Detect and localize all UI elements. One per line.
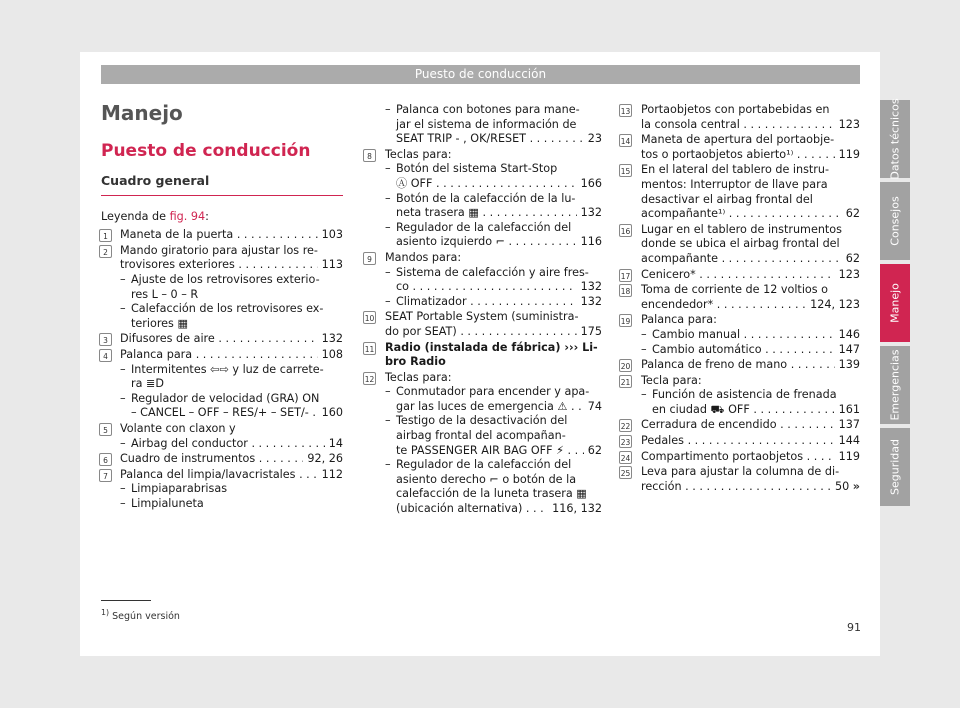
item-number-badge: 20	[619, 359, 632, 372]
item-number-badge: 24	[619, 451, 632, 464]
radio-book-link[interactable]: Radio (instalada de fábrica) ››› Li-	[385, 340, 598, 354]
page-ref[interactable]: 175	[580, 324, 602, 338]
item-number-badge: 15	[619, 164, 632, 177]
page-ref[interactable]: 119	[838, 449, 860, 463]
figure-reference-link[interactable]: fig. 94	[169, 209, 206, 223]
page-ref[interactable]: 112	[321, 467, 343, 481]
item-number-badge: 1	[99, 229, 112, 242]
page-ref[interactable]: 132	[321, 332, 343, 346]
page-ref[interactable]: 146	[838, 327, 860, 341]
item-number-badge: 22	[619, 419, 632, 432]
page-header: Puesto de conducción	[101, 65, 860, 84]
page-ref[interactable]: 124, 123	[810, 297, 860, 311]
legend-item-13: 13 Portaobjetos con portabebidas en la consola central . . . 123	[622, 103, 860, 132]
legend-item-22: 22 Cerradura de encendido . . . 137	[622, 418, 860, 433]
page-ref[interactable]: 119	[838, 147, 860, 161]
page-ref[interactable]: 147	[838, 342, 860, 356]
tab-consejos[interactable]: Consejos	[880, 182, 910, 260]
legend-item-6: 6 Cuadro de instrumentos . . . 92, 26	[101, 452, 343, 467]
page-ref[interactable]: 62	[845, 207, 860, 221]
legend-item-11: 11 Radio (instalada de fábrica) ››› Li- bro Radio	[366, 341, 602, 370]
tab-seguridad[interactable]: Seguridad	[880, 428, 910, 506]
page-ref[interactable]: 14	[328, 436, 343, 450]
column-1	[101, 100, 343, 512]
page-ref[interactable]: 144	[838, 434, 860, 448]
item-number-badge: 14	[619, 134, 632, 147]
page-ref[interactable]: 161	[838, 402, 860, 416]
subsection-title: Cuadro general	[101, 174, 343, 196]
legend-item-21: 21 Tecla para: – Función de asistencia de frenada en ciudad ⛟ OFF . . . 161	[622, 374, 860, 418]
item-number-badge: 17	[619, 269, 632, 282]
item-number-badge: 4	[99, 349, 112, 362]
page-ref[interactable]: 23	[587, 132, 602, 146]
page-ref[interactable]: 166	[580, 176, 602, 190]
item-number-badge: 3	[99, 333, 112, 346]
page-ref[interactable]: 160	[321, 406, 343, 420]
page-ref[interactable]: 139	[838, 358, 860, 372]
chapter-title: Manejo	[101, 101, 183, 125]
page-ref[interactable]: 137	[838, 418, 860, 432]
legend-item-12: 12 Teclas para: – Conmutador para encender y apa- gar las luces de emergencia ⚠ . . . 74 – Testigo de la desactivación del airbag frontal del acompañan- te PASSENGER AIR BAG OFF ⚡ . . . 62 – Regulador de la calefacción del asiento derecho ⌐ o botón de la calefacción de la luneta trasera ▦ (ubicación alternativa) . . . 116, 132	[366, 371, 602, 517]
page-ref[interactable]: 123	[838, 267, 860, 281]
legend-item-16: 16 Lugar en el tablero de instrumentos donde se ubica el airbag frontal del acompañante . . . 62	[622, 223, 860, 267]
item-number-badge: 19	[619, 314, 632, 327]
column-3	[622, 103, 860, 495]
item-number-badge: 12	[363, 372, 376, 385]
page-ref[interactable]: 62	[845, 251, 860, 265]
legend-item-1: 1 Maneta de la puerta . . . 103	[101, 228, 343, 243]
page-ref[interactable]: 123	[838, 117, 860, 131]
item-number-badge: 10	[363, 311, 376, 324]
item-number-badge: 25	[619, 466, 632, 479]
legend-item-8: 8 Teclas para: – Botón del sistema Start-Stop Ⓐ OFF . . . 166 – Botón de la calefacción de la lu- neta trasera ▦ . . . 132 – Regulador de la calefacción del asiento izquierdo ⌐ . . . 116	[366, 148, 602, 250]
page-ref[interactable]: 116, 132	[552, 502, 602, 516]
legend-item-9: 9 Mandos para: – Sistema de calefacción y aire fres- co . . . 132 – Climatizador . . . 132	[366, 251, 602, 309]
item-number-badge: 16	[619, 224, 632, 237]
legend-item-7-continued: – Palanca con botones para mane- jar el sistema de información de SEAT TRIP - , OK/RESET . . . 23	[366, 103, 602, 147]
legend-item-3: 3 Difusores de aire . . . 132	[101, 332, 343, 347]
item-number-badge: 23	[619, 435, 632, 448]
tab-datos-tecnicos[interactable]: Datos técnicos	[880, 100, 910, 178]
legend-item-15: 15 En el lateral del tablero de instru- mentos: Interruptor de llave para desactivar el airbag frontal del acompañante¹⁾ . . . 62	[622, 163, 860, 221]
page-ref[interactable]: 103	[321, 228, 343, 242]
item-number-badge: 7	[99, 469, 112, 482]
page-ref[interactable]: 132	[580, 206, 602, 220]
continue-arrow-icon: »	[852, 479, 860, 493]
legend-item-25: 25 Leva para ajustar la columna de di- rección . . . 50 »	[622, 465, 860, 494]
page-ref[interactable]: 74	[587, 399, 602, 413]
item-number-badge: 2	[99, 245, 112, 258]
legend-item-10: 10 SEAT Portable System (suministra- do por SEAT) . . . 175	[366, 310, 602, 339]
item-number-badge: 13	[619, 104, 632, 117]
item-number-badge: 6	[99, 453, 112, 466]
tab-manejo[interactable]: Manejo	[880, 264, 910, 342]
page-number: 91	[847, 621, 861, 634]
item-number-badge: 5	[99, 423, 112, 436]
page-ref[interactable]: 132	[580, 280, 602, 294]
legend-item-14: 14 Maneta de apertura del portaobje- tos o portaobjetos abierto¹⁾ . . . 119	[622, 133, 860, 162]
page-ref[interactable]: 116	[580, 235, 602, 249]
legend-item-23: 23 Pedales . . . 144	[622, 434, 860, 449]
legend-item-5: 5 Volante con claxon y – Airbag del conductor . . . 14	[101, 422, 343, 451]
section-title: Puesto de conducción	[101, 141, 311, 161]
item-number-badge: 21	[619, 375, 632, 388]
page-ref[interactable]: 92, 26	[307, 452, 343, 466]
legend-item-18: 18 Toma de corriente de 12 voltios o encendedor* . . . 124, 123	[622, 283, 860, 312]
legend-item-17: 17 Cenicero* . . . 123	[622, 268, 860, 283]
page-ref[interactable]: 132	[580, 294, 602, 308]
legend-item-7: 7 Palanca del limpia/lavacristales . . . 112 – Limpiaparabrisas – Limpialuneta	[101, 468, 343, 512]
page-ref[interactable]: 108	[321, 347, 343, 361]
page-ref[interactable]: 113	[321, 258, 343, 272]
item-number-badge: 11	[363, 342, 376, 355]
tab-emergencias[interactable]: Emergencias	[880, 346, 910, 424]
column-2	[366, 103, 602, 518]
item-number-badge: 9	[363, 252, 376, 265]
legend-item-19: 19 Palanca para: – Cambio manual . . . 146 – Cambio automático . . . 147	[622, 313, 860, 357]
side-tab-bar	[880, 100, 910, 510]
legend-item-20: 20 Palanca de freno de mano . . . 139	[622, 358, 860, 373]
page-ref[interactable]: 50 »	[834, 479, 860, 493]
item-number-badge: 18	[619, 284, 632, 297]
item-number-badge: 8	[363, 149, 376, 162]
page-ref[interactable]: 62	[587, 443, 602, 457]
legend-item-24: 24 Compartimento portaobjetos . . . 119	[622, 450, 860, 465]
legend-item-4: 4 Palanca para . . . 108 – Intermitentes ⇦⇨ y luz de carrete- ra ≣D – Regulador de velocidad (GRA) ON – CANCEL – OFF – RES/+ – SET/- . . . 160	[101, 348, 343, 421]
footnote-divider	[101, 600, 151, 601]
legend-item-2: 2 Mando giratorio para ajustar los re- trovisores exteriores . . . 113 – Ajuste de los retrovisores exterio- res L – 0 – R – Calefacción de los retrovisores ex- teriores ▦	[101, 244, 343, 332]
legend-intro: Leyenda de fig. 94:	[101, 209, 209, 223]
footnote: $^{1)}$ Según versión	[101, 608, 180, 623]
